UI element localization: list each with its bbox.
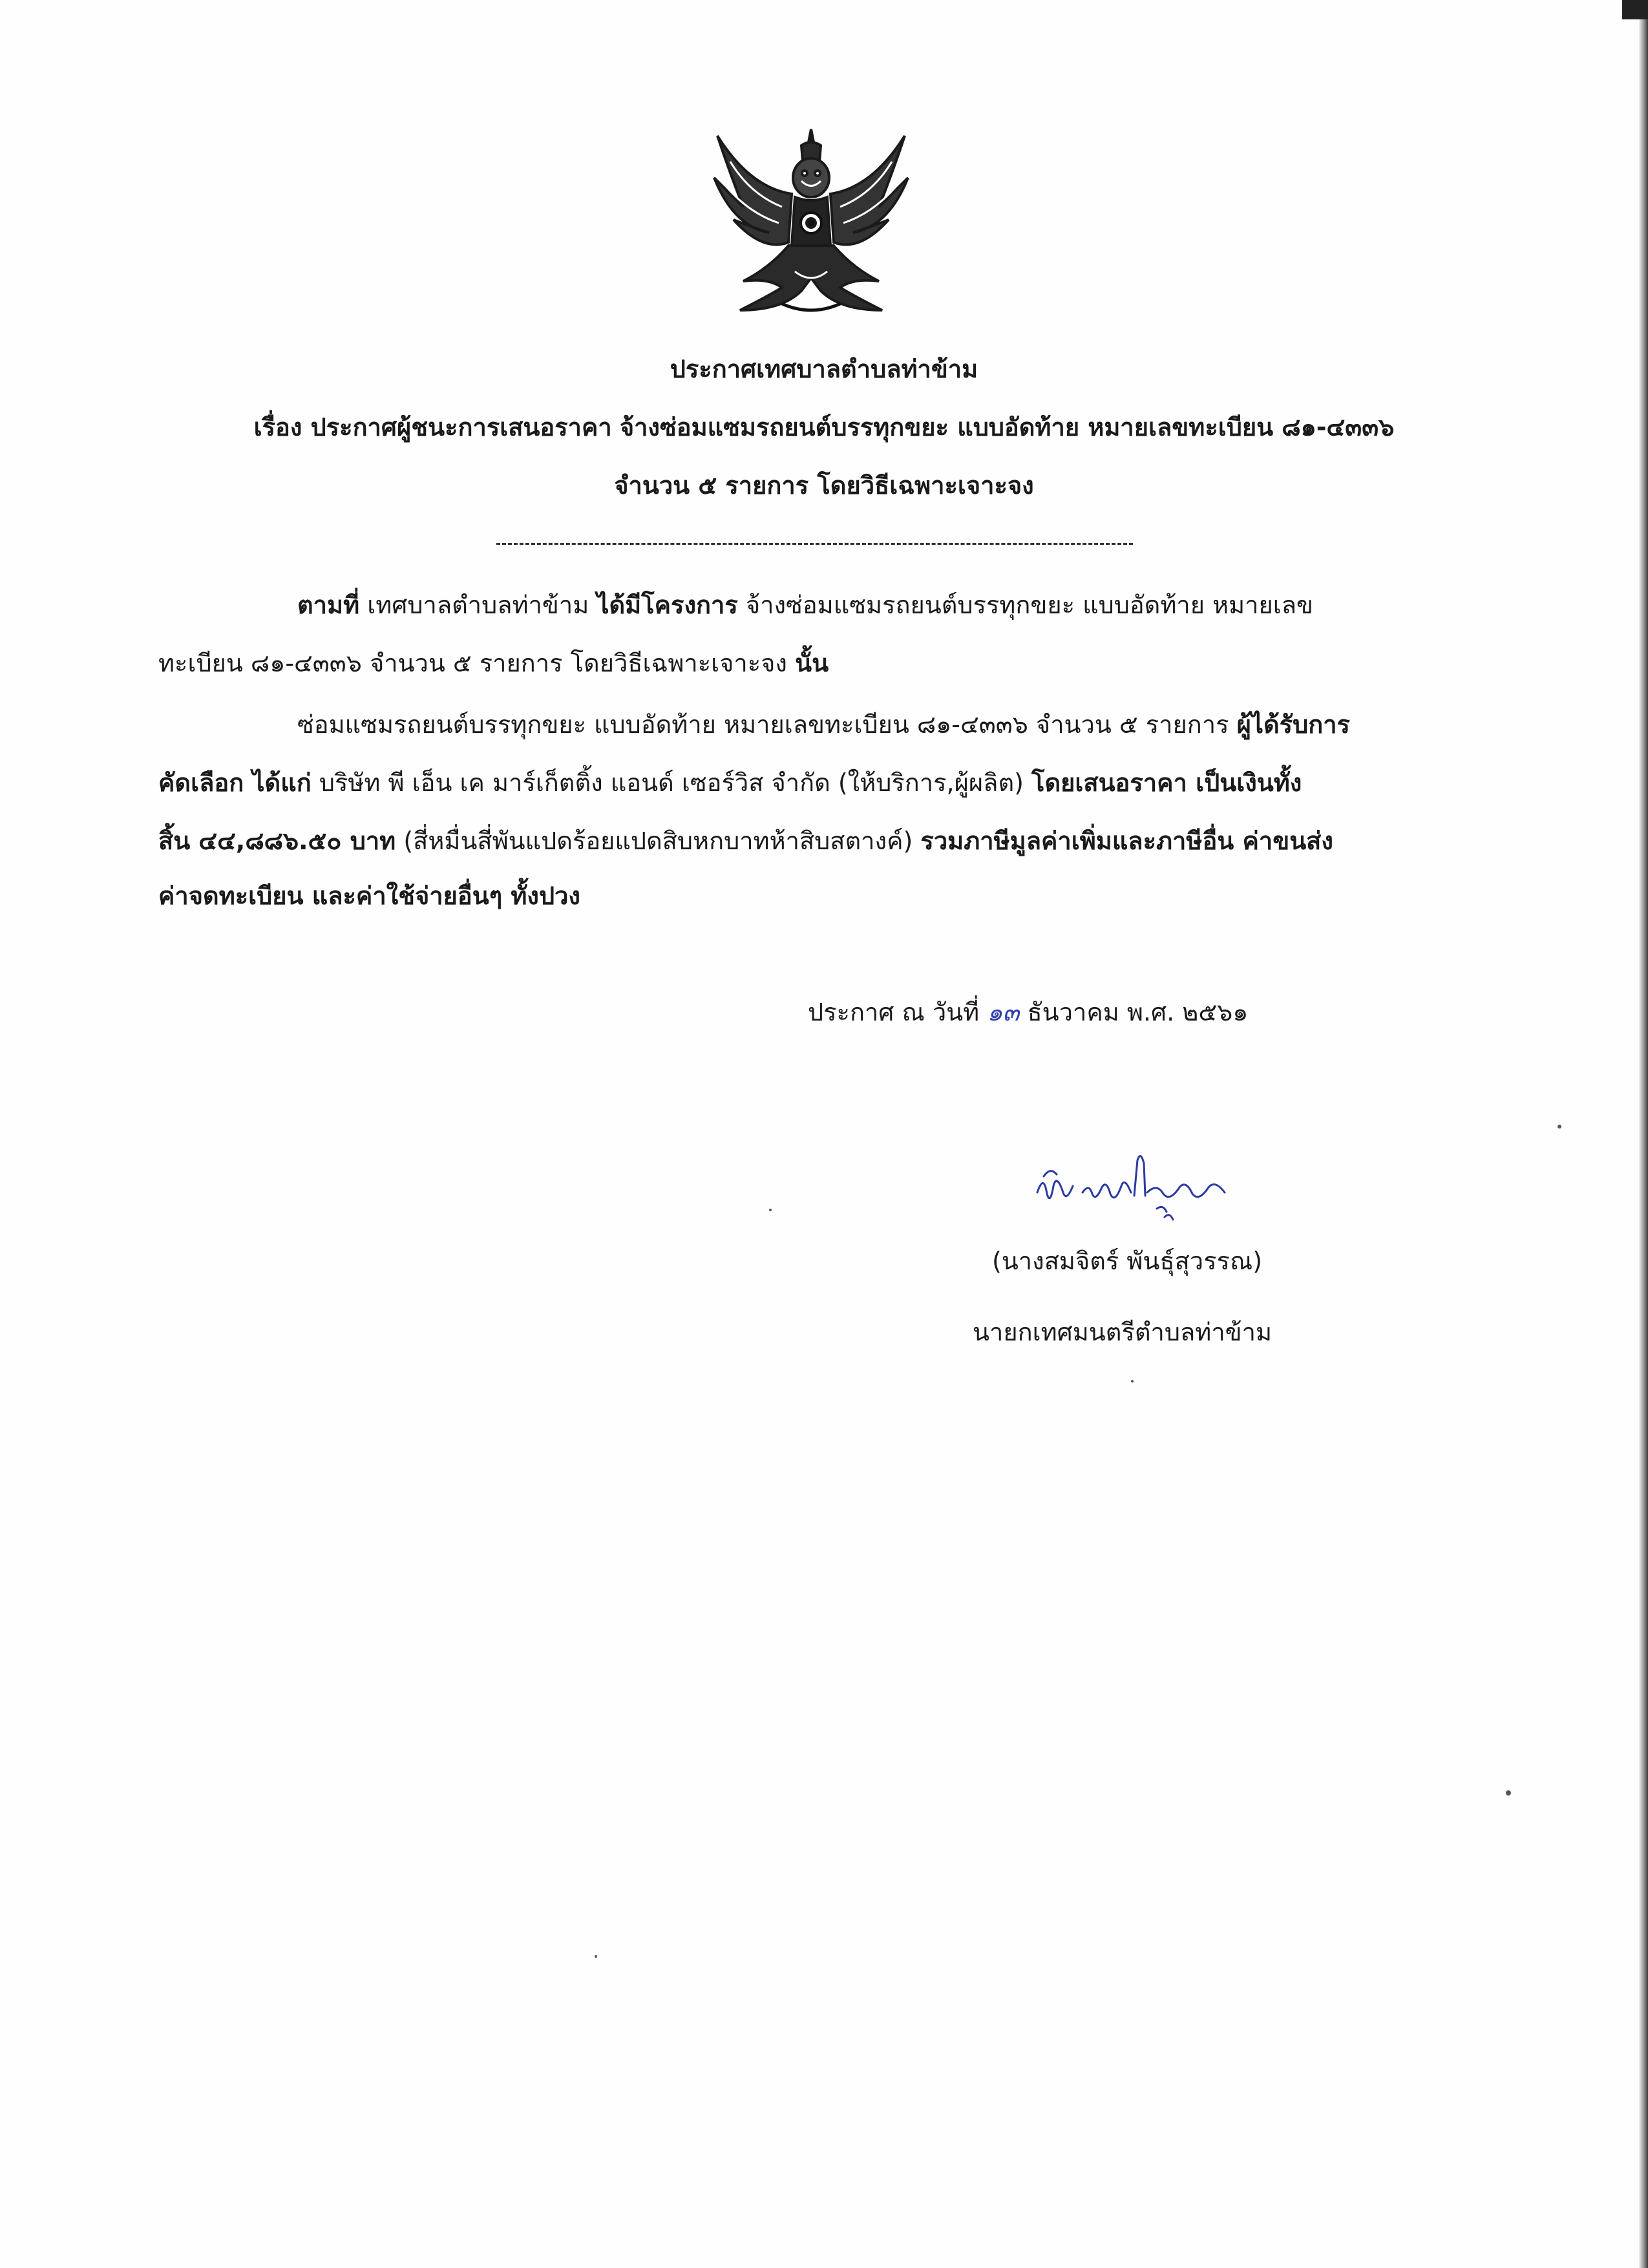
paragraph-2-line-1	[297, 708, 1350, 741]
paragraph-1-line-2	[158, 646, 829, 680]
p2-selected-bold: คัดเลือก ได้แก่	[158, 768, 312, 797]
paragraph-2-line-4	[158, 879, 580, 913]
announcement-title: ประกาศเทศบาลตำบลท่าข้าม	[670, 355, 978, 383]
p2-amount-bold: สิ้น ๔๔,๘๘๖.๕๐ บาท	[158, 827, 396, 855]
p2-price-bold: โดยเสนอราคา เป็นเงินทั้ง	[1031, 768, 1302, 797]
subject-line-2	[0, 469, 1648, 502]
paragraph-1-line-1	[297, 588, 1313, 622]
scan-speck	[1506, 1790, 1511, 1796]
subject-prefix: เรื่อง ประกาศผู้ชนะการเสนอราคา	[253, 413, 612, 441]
p2-tax-bold: รวมภาษีมูลค่าเพิ่มและภาษีอื่น ค่าขนส่ง	[920, 827, 1333, 855]
p2-line1-bold: ผู้ได้รับการ	[1236, 710, 1350, 739]
subject-line-1	[0, 410, 1648, 444]
signatory-position: นายกเทศมนตรีตำบลท่าข้าม	[973, 1318, 1273, 1346]
p2-line1-text: ซ่อมแซมรถยนต์บรรทุกขยะ แบบอัดท้าย หมายเลขทะเบียน ๘๑-๔๓๓๖ จำนวน ๕ รายการ	[297, 710, 1229, 739]
p1-project-desc: จ้างซ่อมแซมรถยนต์บรรทุกขยะ แบบอัดท้าย หมายเลข	[745, 591, 1314, 619]
p1-line2-bold: นั้น	[795, 649, 829, 677]
subject-line-1-rest: จ้างซ่อมแซมรถยนต์บรรทุกขยะ แบบอัดท้าย หมายเลขทะเบียน ๘๑-๔๓๓๖	[619, 413, 1395, 441]
scan-speck	[1558, 1125, 1561, 1129]
p1-project-bold: ได้มีโครงการ	[597, 591, 738, 619]
subject-line-2-text: จำนวน ๕ รายการ โดยวิธีเฉพาะเจาะจง	[614, 471, 1034, 500]
announcement-date	[808, 995, 1248, 1029]
p1-line2-text: ทะเบียน ๘๑-๔๓๓๖ จำนวน ๕ รายการ โดยวิธีเฉพาะเจาะจง	[158, 649, 787, 677]
p1-lead-bold: ตามที่	[297, 591, 360, 619]
p2-line4-bold: ค่าจดทะเบียน และค่าใช้จ่ายอื่นๆ ทั้งปวง	[158, 882, 580, 910]
scan-edge-corner	[1622, 0, 1648, 19]
p2-company: บริษัท พี เอ็น เค มาร์เก็ตติ้ง แอนด์ เซอร์วิส จำกัด (ให้บริการ,ผู้ผลิต)	[319, 768, 1024, 797]
scan-speck	[1131, 1380, 1134, 1383]
signatory-name: (นางสมจิตร์ พันธุ์สุวรรณ)	[992, 1247, 1263, 1275]
scan-speck	[595, 1955, 597, 1958]
scan-edge-shadow	[1639, 0, 1648, 2268]
p2-amount-words: (สี่หมื่นสี่พันแปดร้อยแปดสิบหกบาทห้าสิบสตางค์)	[403, 827, 913, 855]
date-month-year: ธันวาคม พ.ศ. ๒๕๖๑	[1027, 998, 1249, 1026]
garuda-emblem-icon	[704, 116, 918, 330]
paragraph-2-line-3	[158, 824, 1333, 858]
paragraph-2-line-2	[158, 766, 1302, 800]
scan-speck	[769, 1209, 772, 1211]
p1-agency: เทศบาลตำบลท่าข้าม	[367, 591, 589, 619]
handwritten-signature	[1028, 1147, 1247, 1231]
date-prefix: ประกาศ ณ วันที่	[808, 998, 980, 1026]
dashed-separator	[496, 543, 1133, 545]
date-day: ๑๓	[987, 998, 1020, 1026]
